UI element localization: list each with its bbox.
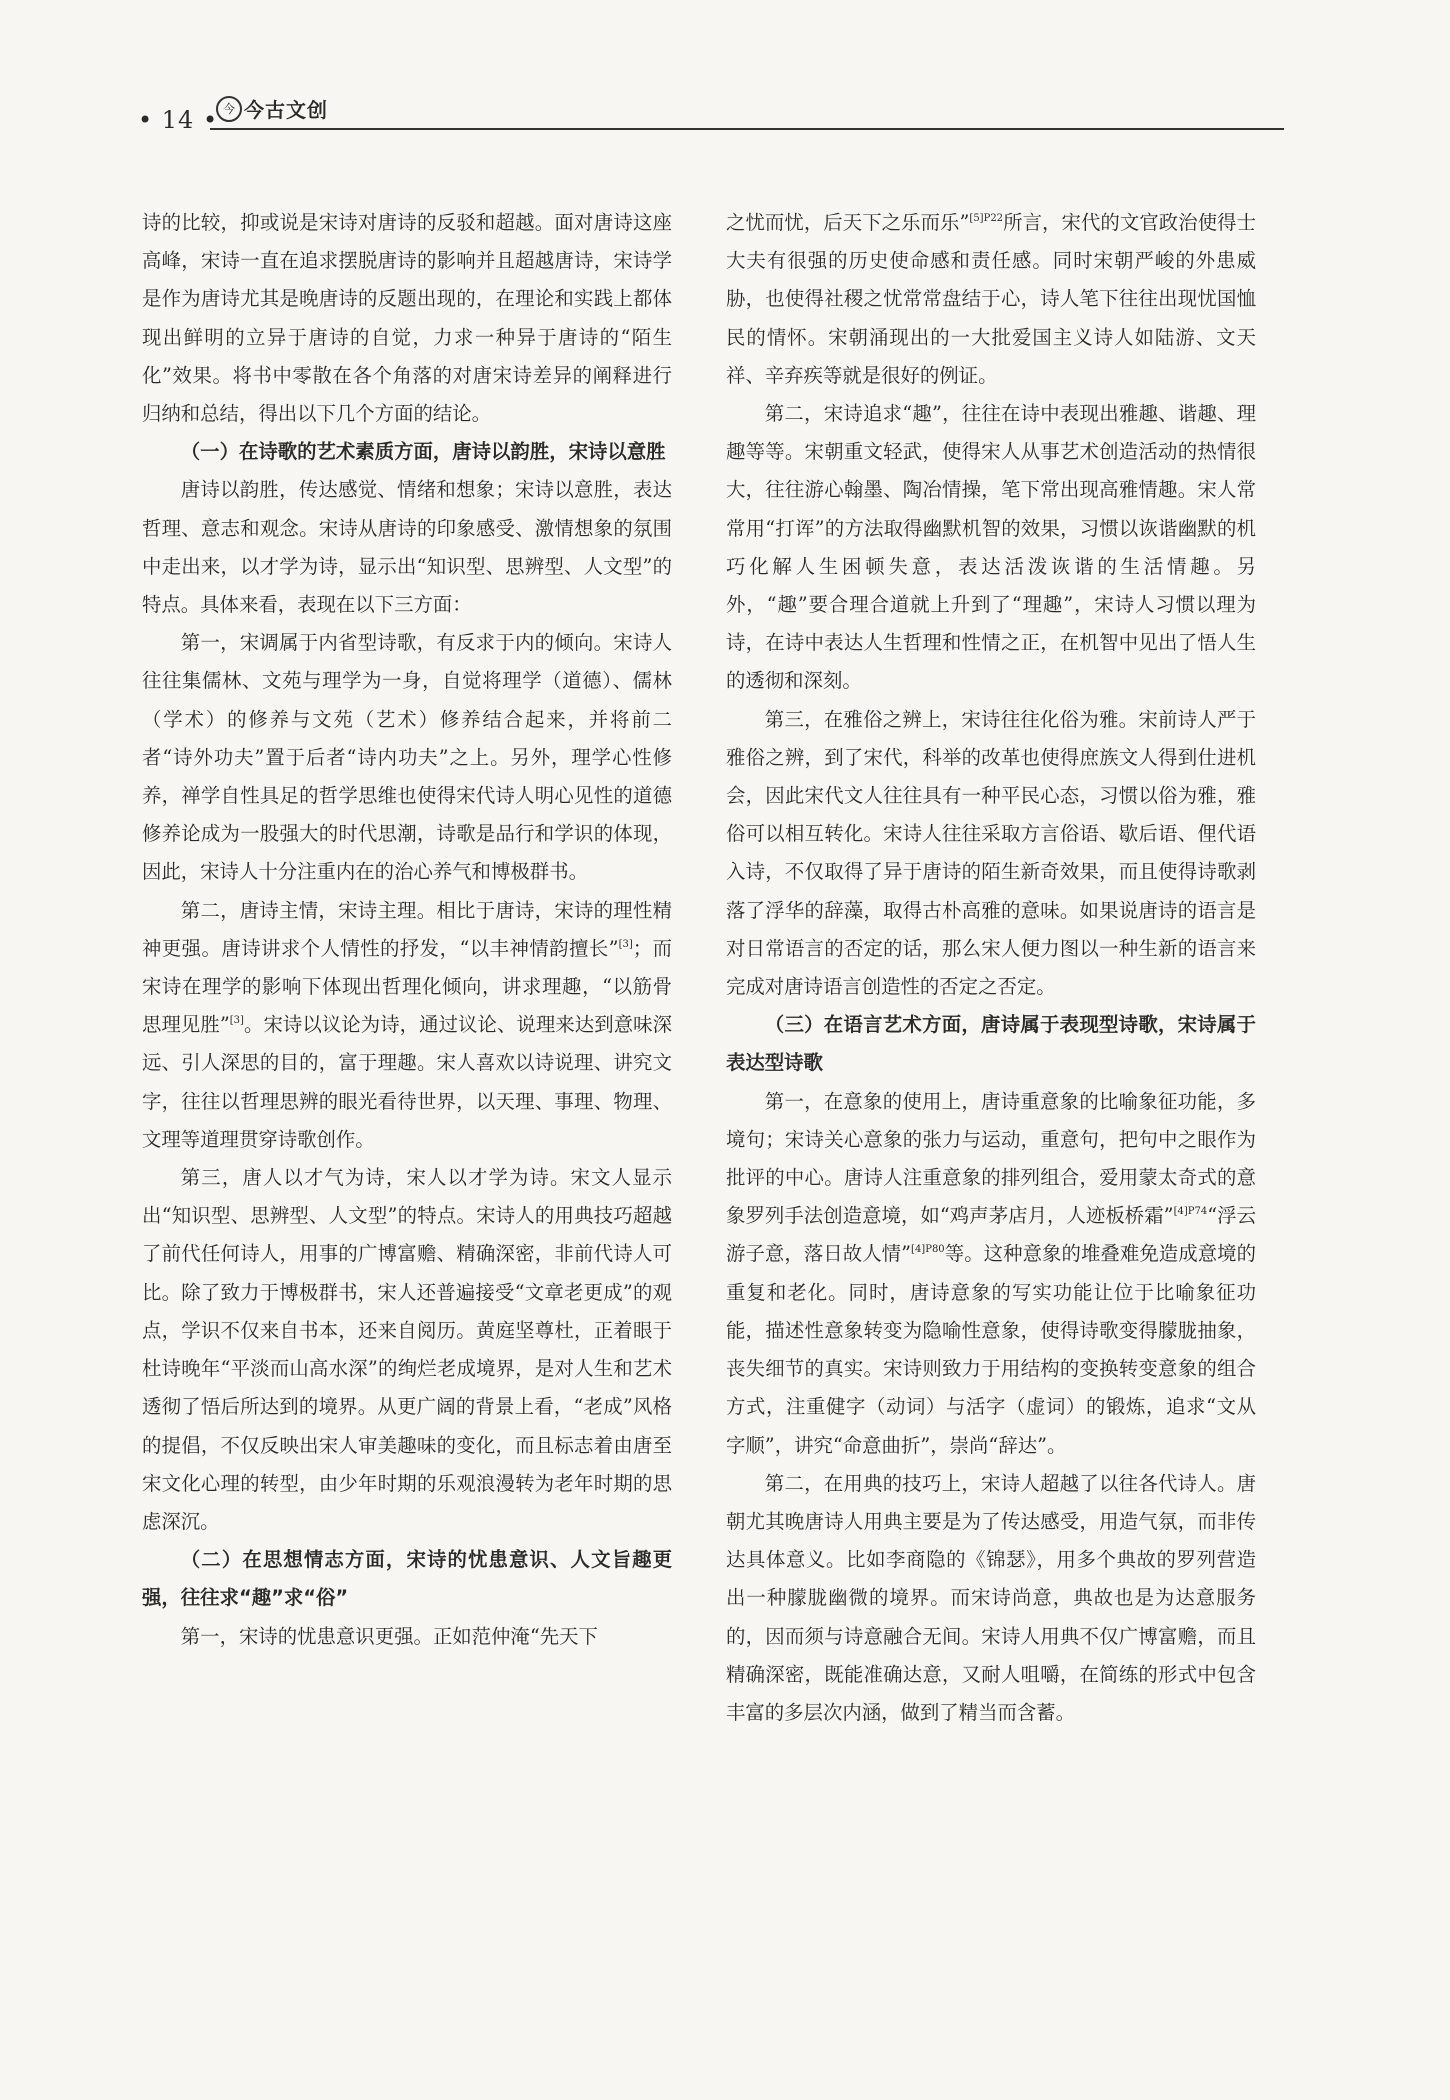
paragraph: 第三，在雅俗之辨上，宋诗往往化俗为雅。宋前诗人严于雅俗之辨，到了宋代，科举的改革也使得庶族文人得到仕进机会，因此宋代文人往往具有一种平民心态，习惯以俗为雅，雅俗可以相互转化。宋诗人往往采取方言俗语、歇后语、俚代语入诗，不仅取得了异于唐诗的陌生新奇效果，而且使得诗歌剥落了浮华的辞藻，取得古朴高雅的意味。如果说唐诗的语言是对日常语言的否定的话，那么宋人便力图以一种生新的语言来完成对唐诗语言创造性的否定之否定。 bbox=[726, 707, 1256, 999]
paragraph: 诗的比较，抑或说是宋诗对唐诗的反驳和超越。面对唐诗这座高峰，宋诗一直在追求摆脱唐诗的影响并且超越唐诗，宋诗学是作为唐诗尤其是晚唐诗的反题出现的，在理论和实践上都体现出鲜明的立异于唐诗的自觉，力求一种异于唐诗的“陌生化”效果。将书中零散在各个角落的对唐宋诗差异的阐释进行归纳和总结，得出以下几个方面的结论。 bbox=[142, 211, 672, 426]
paragraph: 第二，宋诗追求“趣”，往往在诗中表现出雅趣、谐趣、理趣等等。宋朝重文轻武，使得宋人从事艺术创造活动的热情很大，往往游心翰墨、陶冶情操，笔下常出现高雅情趣。宋人常常用“打诨”的方法取得幽默机智的效果，习惯以诙谐幽默的机巧化解人生困顿失意，表达活泼诙谐的生活情趣。另外，“趣”要合理合道就上升到了“理趣”，宋诗人习惯以理为诗，在诗中表达人生哲理和性情之正，在机智中见出了悟人生的透彻和深刻。 bbox=[726, 402, 1256, 693]
page-number: • 14 • bbox=[138, 106, 219, 134]
text-run: ；而宋诗在理学的影响下体现出哲理化倾向，讲求理趣，“以筋骨思理见胜” bbox=[142, 936, 673, 1037]
page-header bbox=[138, 92, 1284, 132]
left-column bbox=[142, 204, 672, 1656]
text-run: 等。这种意象的堆叠难免造成意境的重复和老化。同时，唐诗意象的写实功能让位于比喻象征功能，描述性意象转变为隐喻性意象，使得诗歌变得朦胧抽象，丧失细节的真实。宋诗则致力于用结构的变换转变意象的组合方式，注重健字（动词）与活字（虚词）的锻炼，追求“文从字顺”，讲究“命意曲折”，崇尚“辞达”。 bbox=[726, 1242, 1257, 1457]
paragraph bbox=[726, 204, 1256, 395]
section-heading-1: （一）在诗歌的艺术素质方面，唐诗以韵胜，宋诗以意胜 bbox=[180, 440, 666, 464]
citation-ref: [4]P74 bbox=[1173, 1206, 1208, 1218]
right-column bbox=[726, 204, 1256, 1732]
section-heading-3: （三）在语言艺术方面，唐诗属于表现型诗歌，宋诗属于表达型诗歌 bbox=[726, 1013, 1256, 1075]
text-run: 所言，宋代的文官政治使得士大夫有很强的历史使命感和责任感。同时宋朝严峻的外患威胁，也使得社稷之忧常常盘结于心，诗人笔下往往出现忧国恤民的情怀。宋朝涌现出的一大批爱国主义诗人如陆游、文天祥、辛弃疾等就是很好的例证。 bbox=[726, 211, 1257, 387]
section-heading-2: （二）在思想情志方面，宋诗的忧患意识、人文旨趣更强，往往求“趣”求“俗” bbox=[142, 1548, 672, 1610]
text-run: 之忧而忧，后天下之乐而乐” bbox=[726, 211, 970, 234]
citation-ref: [3] bbox=[229, 1015, 244, 1027]
text-run: 第一，在意象的使用上，唐诗重意象的比喻象征功能，多境句；宋诗关心意象的张力与运动，重意句，把句中之眼作为批评的中心。唐诗人注重意象的排列组合，爱用蒙太奇式的意象罗列手法创造意境，如“鸡声茅店月，人迹板桥霜” bbox=[726, 1089, 1256, 1228]
citation-ref: [5]P22 bbox=[969, 213, 1004, 224]
text-run: 。宋诗以议论为诗，通过议论、说理来达到意味深远、引人深思的目的，富于理趣。宋人喜欢以诗说理、讲究文字，往往以哲理思辨的眼光看待世界，以天理、事理、物理、文理等道理贯穿诗歌创作。 bbox=[142, 1013, 672, 1151]
citation-ref: [4]P80 bbox=[911, 1244, 945, 1256]
paragraph: 第二，在用典的技巧上，宋诗人超越了以往各代诗人。唐朝尤其晚唐诗人用典主要是为了传达感受，用造气氛，而非传达具体意义。比如李商隐的《锦瑟》，用多个典故的罗列营造出一种朦胧幽微的境界。而宋诗尚意，典故也是为达意服务的，因而须与诗意融合无间。宋诗人用典不仅广博富赡，而且精确深密，既能准确达意，又耐人咀嚼，在简练的形式中包含丰富的多层次内涵，做到了精当而含蓄。 bbox=[726, 1471, 1256, 1724]
paragraph bbox=[726, 1083, 1256, 1465]
paragraph: 唐诗以韵胜，传达感觉、情绪和想象；宋诗以意胜，表达哲理、意志和观念。宋诗从唐诗的印象感受、激情想象的氛围中走出来，以才学为诗，显示出“知识型、思辨型、人文型”的特点。具体来看，表现在以下三方面： bbox=[142, 478, 672, 617]
citation-ref: [3] bbox=[618, 938, 633, 950]
header-rule bbox=[210, 128, 1284, 130]
journal-name: 今古文创 bbox=[244, 98, 328, 122]
journal-logo-icon: 今 bbox=[216, 96, 242, 122]
paragraph: 第一，宋诗的忧患意识更强。正如范仲淹“先天下 bbox=[180, 1624, 598, 1648]
paragraph bbox=[142, 892, 672, 1159]
paragraph: 第三，唐人以才气为诗，宋人以才学为诗。宋文人显示出“知识型、思辨型、人文型”的特点。宋诗人的用典技巧超越了前代任何诗人，用事的广博富赡、精确深密，非前代诗人可比。除了致力于博极群书，宋人还普遍接受“文章老更成”的观点，学识不仅来自书本，还来自阅历。黄庭坚尊杜，正着眼于杜诗晚年“平淡而山高水深”的绚烂老成境界，是对人生和艺术透彻了悟后所达到的境界。从更广阔的背景上看，“老成”风格的提倡，不仅反映出宋人审美趣味的变化，而且标志着由唐至宋文化心理的转型，由少年时期的乐观浪漫转为老年时期的思虑深沉。 bbox=[142, 1166, 672, 1533]
paragraph: 第一，宋调属于内省型诗歌，有反求于内的倾向。宋诗人往往集儒林、文苑与理学为一身，自觉将理学（道德）、儒林（学术）的修养与文苑（艺术）修养结合起来，并将前二者“诗外功夫”置于后者“诗内功夫”之上。另外，理学心性修养，禅学自性具足的哲学思维也使得宋代诗人明心见性的道德修养论成为一股强大的时代思潮，诗歌是品行和学识的体现，因此，宋诗人十分注重内在的治心养气和博极群书。 bbox=[142, 631, 672, 884]
text-run: 第二，唐诗主情，宋诗主理。相比于唐诗，宋诗的理性精神更强。唐诗讲求个人情性的抒发，“以丰神情韵擅长” bbox=[142, 898, 672, 960]
text-run: “浮云游子意，落日故人情” bbox=[726, 1204, 1256, 1266]
